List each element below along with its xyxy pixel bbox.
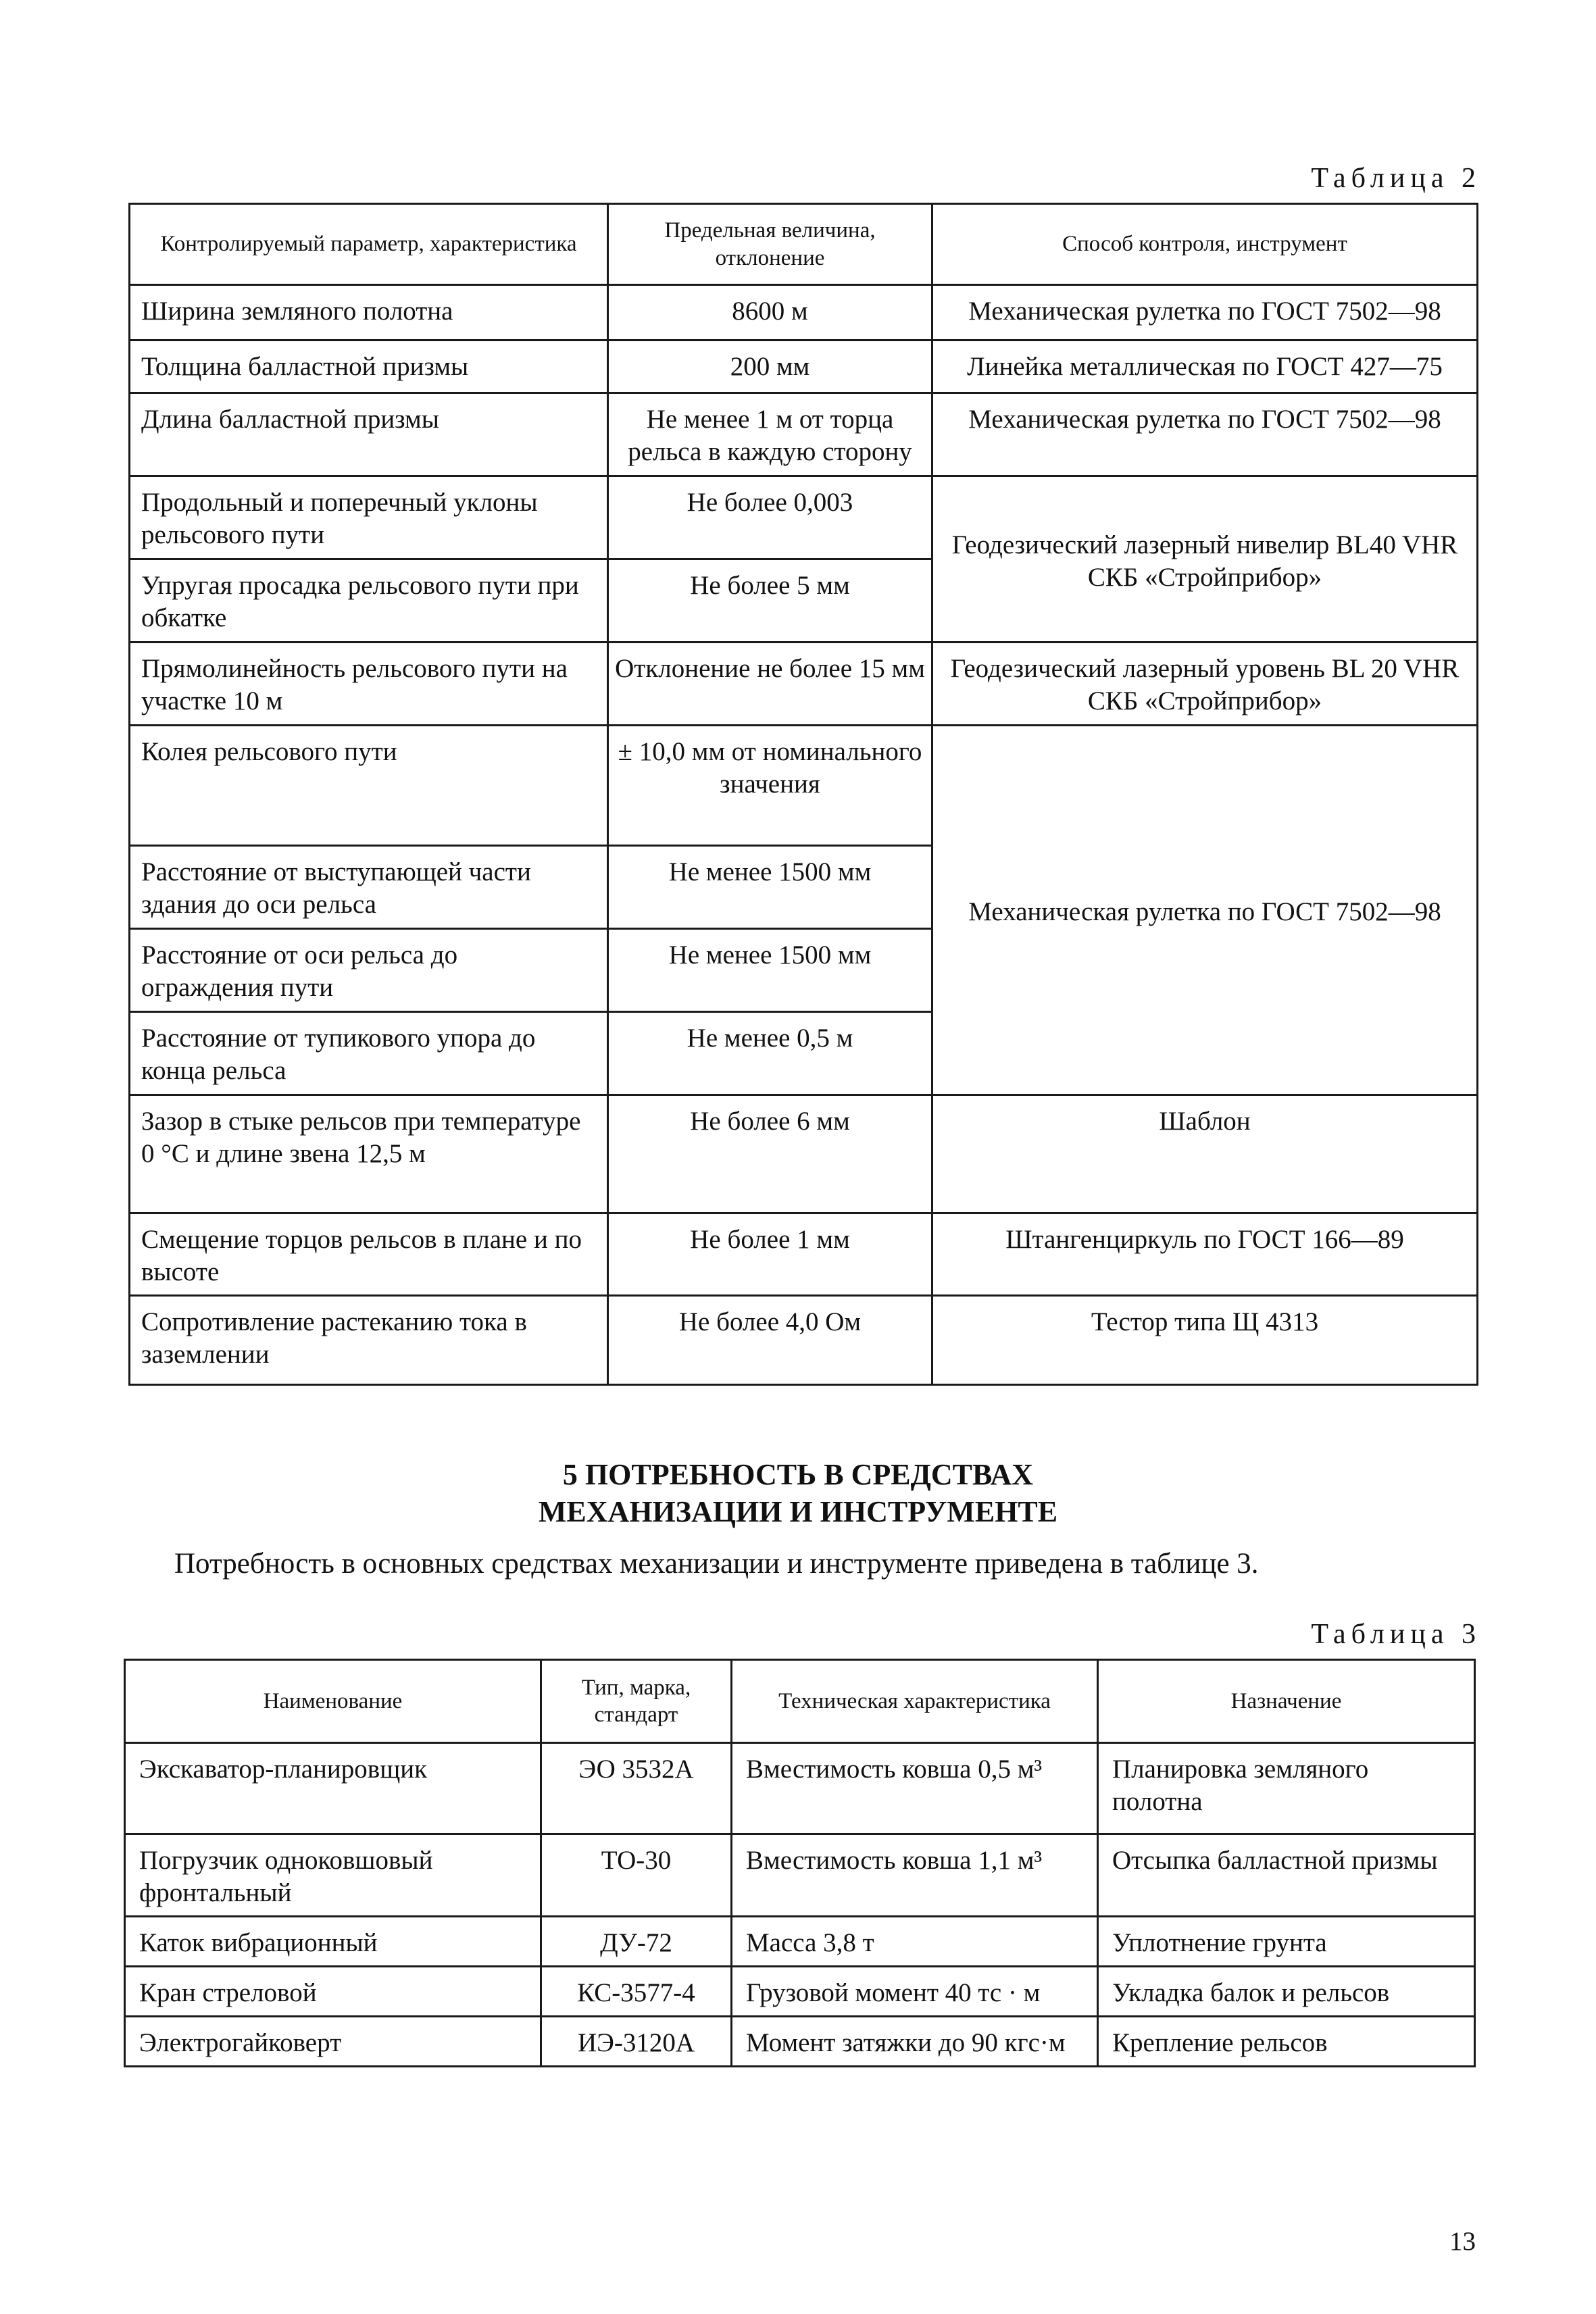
table-row: [130, 393, 1478, 476]
spec-cell: Момент затяжки до 90 кгс·м: [732, 2017, 1098, 2067]
table-row: [130, 476, 1478, 559]
table3-header-spec: Техническая характеристика: [732, 1660, 1098, 1743]
table3-header-name: Наименование: [125, 1660, 541, 1743]
limit-cell: Не более 0,003: [608, 476, 932, 559]
table2-header-method: Способ контроля, инструмент: [932, 204, 1478, 285]
limit-cell: Не более 4,0 Ом: [608, 1296, 932, 1385]
limit-cell: 8600 м: [608, 285, 932, 341]
limit-cell: Не более 5 мм: [608, 559, 932, 643]
param-cell: Прямолинейность рельсового пути на участке 10 м: [130, 643, 608, 726]
limit-cell: Не менее 1500 мм: [608, 929, 932, 1012]
table2-caption: Таблица 2: [1311, 163, 1481, 194]
spec-cell: Масса 3,8 т: [732, 1917, 1098, 1967]
param-cell: Расстояние от выступающей части здания до оси рельса: [130, 846, 608, 929]
param-cell: Продольный и поперечный уклоны рельсового пути: [130, 476, 608, 559]
table-row: [125, 1743, 1475, 1834]
type-cell: ИЭ-3120А: [541, 2017, 732, 2067]
table2-header-param: Контролируемый параметр, характеристика: [130, 204, 608, 285]
param-cell: Сопротивление растеканию тока в заземлении: [130, 1296, 608, 1385]
type-cell: ЭО 3532А: [541, 1743, 732, 1834]
table-row: [125, 2017, 1475, 2067]
spec-cell: Грузовой момент 40 тс · м: [732, 1967, 1098, 2017]
method-cell: Механическая рулетка по ГОСТ 7502—98: [932, 393, 1478, 476]
limit-cell: Отклонение не более 15 мм: [608, 643, 932, 726]
limit-cell: Не более 6 мм: [608, 1095, 932, 1213]
name-cell: Погрузчик одноковшовый фронтальный: [125, 1834, 541, 1917]
table3-header-type: Тип, марка, стандарт: [541, 1660, 732, 1743]
name-cell: Каток вибрационный: [125, 1917, 541, 1967]
table-row: [130, 1213, 1478, 1296]
param-cell: Толщина балластной призмы: [130, 341, 608, 393]
table3-header-purpose: Назначение: [1098, 1660, 1475, 1743]
table-row: [130, 341, 1478, 393]
table-row: [125, 1967, 1475, 2017]
method-cell: Линейка металлическая по ГОСТ 427—75: [932, 341, 1478, 393]
page-number: 13: [1449, 2227, 1476, 2256]
param-cell: Зазор в стыке рельсов при температуре 0 °С и длине звена 12,5 м: [130, 1095, 608, 1213]
param-cell: Расстояние от оси рельса до ограждения пути: [130, 929, 608, 1012]
name-cell: Электрогайковерт: [125, 2017, 541, 2067]
param-cell: Длина балластной призмы: [130, 393, 608, 476]
intro-paragraph: Потребность в основных средствах механизации и инструменте приведена в таблице 3.: [174, 1548, 1259, 1580]
name-cell: Кран стреловой: [125, 1967, 541, 2017]
method-cell: Геодезический лазерный нивелир BL40 VHR СКБ «Стройприбор»: [932, 476, 1478, 643]
param-cell: Смещение торцов рельсов в плане и по высоте: [130, 1213, 608, 1296]
table-row: [125, 1834, 1475, 1917]
table3: [124, 1659, 1476, 2067]
type-cell: КС-3577-4: [541, 1967, 732, 2017]
table3-caption: Таблица 3: [1311, 1619, 1481, 1650]
table-row: [125, 1917, 1475, 1967]
spec-cell: Вместимость ковша 1,1 м³: [732, 1834, 1098, 1917]
table2-header-row: [130, 204, 1478, 285]
param-cell: Колея рельсового пути: [130, 726, 608, 846]
purpose-cell: Отсыпка балластной призмы: [1098, 1834, 1475, 1917]
purpose-cell: Укладка балок и рельсов: [1098, 1967, 1475, 2017]
section-title: [0, 1456, 1596, 1530]
limit-cell: Не менее 0,5 м: [608, 1012, 932, 1095]
method-cell: Геодезический лазерный уровень BL 20 VHR СКБ «Стройприбор»: [932, 643, 1478, 726]
param-cell: Ширина земляного полотна: [130, 285, 608, 341]
section-title-line1: 5 ПОТРЕБНОСТЬ В СРЕДСТВАХ: [562, 1458, 1034, 1491]
method-cell: Механическая рулетка по ГОСТ 7502—98: [932, 726, 1478, 1095]
param-cell: Расстояние от тупикового упора до конца рельса: [130, 1012, 608, 1095]
limit-cell: Не менее 1500 мм: [608, 846, 932, 929]
table-row: [130, 285, 1478, 341]
purpose-cell: Крепление рельсов: [1098, 2017, 1475, 2067]
limit-cell: 200 мм: [608, 341, 932, 393]
purpose-cell: Уплотнение грунта: [1098, 1917, 1475, 1967]
name-cell: Экскаватор-планировщик: [125, 1743, 541, 1834]
param-cell: Упругая просадка рельсового пути при обкатке: [130, 559, 608, 643]
type-cell: ТО-30: [541, 1834, 732, 1917]
table-row: [130, 1296, 1478, 1385]
method-cell: Механическая рулетка по ГОСТ 7502—98: [932, 285, 1478, 341]
spec-cell: Вместимость ковша 0,5 м³: [732, 1743, 1098, 1834]
limit-cell: Не более 1 мм: [608, 1213, 932, 1296]
purpose-cell: Планировка земляного полотна: [1098, 1743, 1475, 1834]
table3-header-row: [125, 1660, 1475, 1743]
table-row: [130, 1095, 1478, 1213]
type-cell: ДУ-72: [541, 1917, 732, 1967]
limit-cell: Не менее 1 м от торца рельса в каждую сторону: [608, 393, 932, 476]
table2: [128, 203, 1478, 1386]
section-title-line2: МЕХАНИЗАЦИИ И ИНСТРУМЕНТЕ: [538, 1495, 1058, 1528]
table2-header-limit: Предельная величина, отклонение: [608, 204, 932, 285]
method-cell: Шаблон: [932, 1095, 1478, 1213]
limit-cell: ± 10,0 мм от номинального значения: [608, 726, 932, 846]
method-cell: Тестор типа Щ 4313: [932, 1296, 1478, 1385]
table-row: [130, 643, 1478, 726]
table-row: [130, 726, 1478, 846]
method-cell: Штангенциркуль по ГОСТ 166—89: [932, 1213, 1478, 1296]
